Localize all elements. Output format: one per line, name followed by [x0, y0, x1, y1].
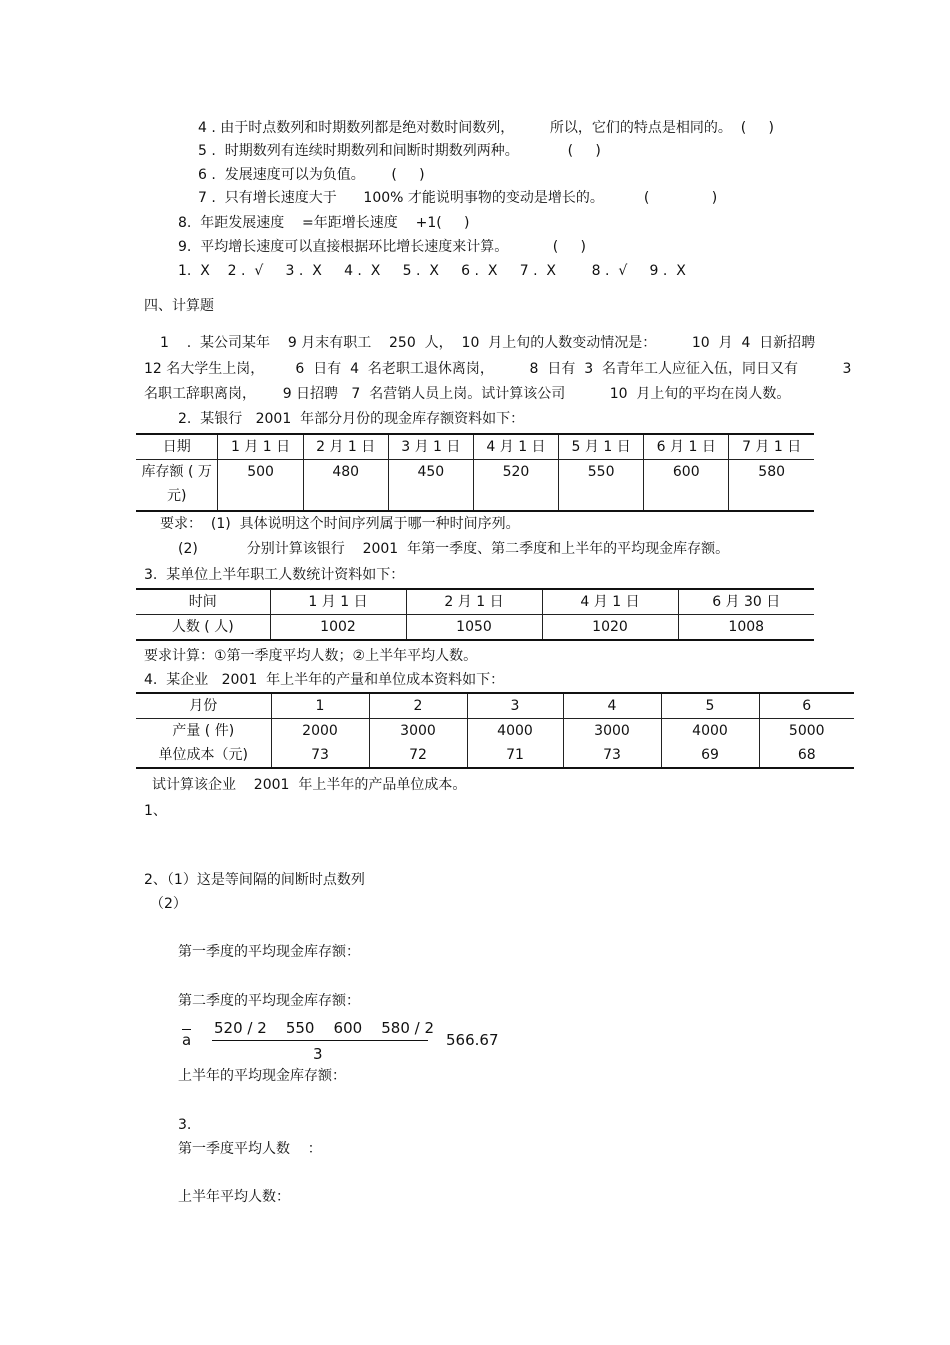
q2-date: 4 月 1 日: [473, 434, 558, 460]
q2-date: 6 月 1 日: [644, 434, 729, 460]
q4-cost-value: 73: [271, 743, 369, 768]
q4-month: 3: [467, 693, 563, 719]
q4-month: 1: [271, 693, 369, 719]
q2-req-1: 要求： (1) 具体说明这个时间序列属于哪一种时间序列。: [160, 516, 520, 532]
sol-1-label: 1、: [144, 803, 167, 819]
q4-month: 2: [369, 693, 467, 719]
q2-date: 7 月 1 日: [729, 434, 814, 460]
q3-value: 1020: [542, 615, 678, 641]
q1-line-3: 名职工辞职离岗， 9 日招聘 7 名营销人员上岗。试计算该公司 10 月上旬的平均在岗人数。: [144, 386, 791, 402]
sol-q1-avg-label: 第一季度的平均现金库存额：: [178, 944, 360, 960]
sol-half-avg-label: 上半年的平均现金库存额：: [178, 1068, 346, 1084]
formula-symbol-bar: [182, 1029, 191, 1030]
q4-header-label: 月份: [136, 693, 271, 719]
q4-header-row: [136, 693, 854, 719]
tf-item-8: 8. 年距发展速度 =年距增长速度 +1( ): [178, 215, 470, 231]
q2-value: 480: [303, 460, 388, 512]
q4-output-value: 3000: [563, 719, 661, 744]
q4-output-row: [136, 719, 854, 744]
formula-symbol: a: [182, 1031, 192, 1049]
q3-header-row: [136, 589, 814, 615]
sol-2-label: 2、（1）这是等间隔的间断时点数列: [144, 872, 365, 888]
formula-fraction-line: [212, 1040, 428, 1041]
tf-item-5: 5 . 时期数列有连续时期数列和间断时期数列两种。 ( ): [198, 143, 601, 159]
q4-cost-value: 72: [369, 743, 467, 768]
q3-value-row: [136, 615, 814, 641]
formula-numerator: 520 / 2 550 600 580 / 2: [214, 1019, 435, 1037]
q4-month: 5: [661, 693, 759, 719]
q2-value: 550: [559, 460, 644, 512]
q2-value: 600: [644, 460, 729, 512]
sol-q2-avg-label: 第二季度的平均现金库存额：: [178, 993, 360, 1009]
q2-date: 2 月 1 日: [303, 434, 388, 460]
formula-result: 566.67: [446, 1031, 499, 1049]
q1-line-1: 1 . 某公司某年 9 月末有职工 250 人， 10 月上旬的人数变动情况是： 10 月 4 日新招聘: [160, 335, 816, 351]
q2-row-label: [136, 460, 218, 512]
tf-item-6: 6 . 发展速度可以为负值。 ( ): [198, 167, 425, 183]
q2-header-row: [136, 434, 814, 460]
q4-cost-value: 73: [563, 743, 661, 768]
q4-output-value: 4000: [661, 719, 759, 744]
q3-date: 6 月 30 日: [678, 589, 814, 615]
q4-title: 4. 某企业 2001 年上半年的产量和单位成本资料如下：: [144, 672, 505, 688]
section-title: 四、计算题: [144, 298, 214, 314]
q4-cost-value: 68: [759, 743, 854, 768]
q3-req: 要求计算：①第一季度平均人数；②上半年平均人数。: [144, 648, 478, 664]
q4-cost-value: 71: [467, 743, 563, 768]
q3-value: 1002: [270, 615, 406, 641]
q3-row-label: 人数 ( 人): [136, 615, 270, 641]
q3-table: [136, 588, 814, 641]
q2-value: 520: [473, 460, 558, 512]
q4-cost-value: 69: [661, 743, 759, 768]
q3-header-label: 时间: [136, 589, 270, 615]
q2-req-2: (2) 分别计算该银行 2001 年第一季度、第二季度和上半年的平均现金库存额。: [178, 541, 730, 557]
formula-denominator: 3: [313, 1045, 323, 1063]
q2-table: [136, 433, 814, 512]
tf-answers: 1. X 2 . √ 3 . X 4 . X 5 . X 6 . X 7 . X 8 . √ 9 . X: [178, 263, 686, 279]
q4-output-value: 4000: [467, 719, 563, 744]
q3-date: 1 月 1 日: [270, 589, 406, 615]
q2-date: 5 月 1 日: [559, 434, 644, 460]
q2-value-row: [136, 460, 814, 512]
sol-2-sub: （2）: [150, 896, 187, 912]
q4-cost-row: [136, 743, 854, 768]
tf-item-4: 4 . 由于时点数列和时期数列都是绝对数时间数列， 所以，它们的特点是相同的。 ( ): [198, 120, 774, 136]
q4-month: 6: [759, 693, 854, 719]
q2-header-label: 日期: [136, 434, 218, 460]
q2-row-label-b: 元): [167, 488, 187, 504]
q3-value: 1050: [406, 615, 542, 641]
q2-title: 2. 某银行 2001 年部分月份的现金库存额资料如下：: [178, 411, 525, 427]
q4-cost-label: 单位成本（元): [136, 743, 271, 768]
q4-output-value: 2000: [271, 719, 369, 744]
tf-item-7: 7 . 只有增长速度大于 100% 才能说明事物的变动是增长的。 ( ): [198, 190, 718, 206]
q4-output-label: 产量 ( 件): [136, 719, 271, 744]
q1-line-2: 12 名大学生上岗， 6 日有 4 名老职工退休离岗， 8 日有 3 名青年工人应征入伍，同日又有 3: [144, 361, 852, 377]
q3-date: 4 月 1 日: [542, 589, 678, 615]
q2-date: 1 月 1 日: [218, 434, 303, 460]
q4-table: [136, 692, 854, 769]
q4-req: 试计算该企业 2001 年上半年的产品单位成本。: [152, 777, 467, 793]
sol-q1-people-label: 第一季度平均人数 ：: [178, 1141, 322, 1157]
q3-date: 2 月 1 日: [406, 589, 542, 615]
q4-month: 4: [563, 693, 661, 719]
q4-output-value: 5000: [759, 719, 854, 744]
q2-value: 500: [218, 460, 303, 512]
q2-row-label-a: 库存额 ( 万: [141, 464, 212, 480]
q2-value: 580: [729, 460, 814, 512]
q4-output-value: 3000: [369, 719, 467, 744]
q2-value: 450: [388, 460, 473, 512]
q3-title: 3. 某单位上半年职工人数统计资料如下：: [144, 567, 405, 583]
sol-half-people-label: 上半年平均人数：: [178, 1189, 290, 1205]
sol-3-label: 3.: [178, 1117, 192, 1133]
tf-item-9: 9. 平均增长速度可以直接根据环比增长速度来计算。 ( ): [178, 239, 586, 255]
q2-date: 3 月 1 日: [388, 434, 473, 460]
q3-value: 1008: [678, 615, 814, 641]
